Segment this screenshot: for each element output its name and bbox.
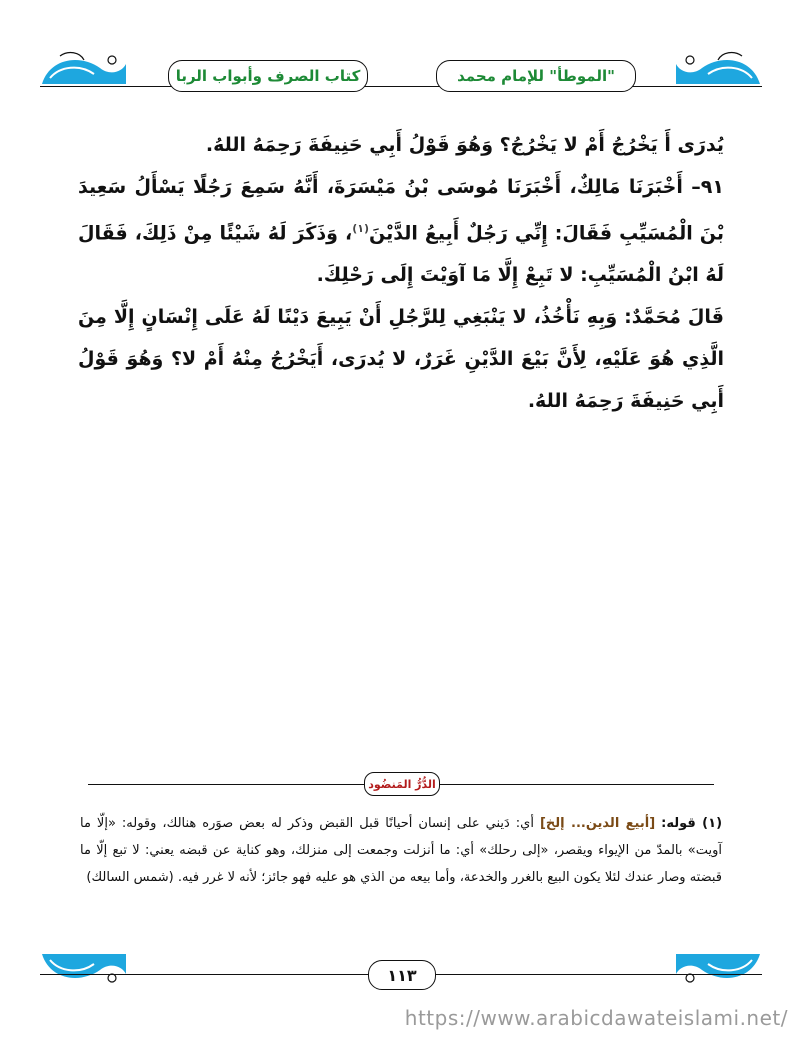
watermark-url[interactable]: https://www.arabicdawateislami.net/ — [404, 1006, 788, 1030]
book-title: "الموطأ" للإمام محمد — [436, 60, 636, 92]
corner-ornament-bottom-left — [40, 950, 128, 990]
paragraph-muhammad: قَالَ مُحَمَّدٌ: وَبِهِ نَأْخُذُ، لا يَنْبَغِي لِلرَّجُلِ أَنْ يَبِيعَ دَيْنًا لَهُ عَلَى إِنْسَانٍ إِلَّا مِنَ الَّذِي هُوَ عَلَيْهِ، لِأَنَّ بَيْعَ الدَّيْنِ غَرَرٌ، لا يُدرَى، أَيَخْرُجُ مِنْهُ أَمْ لا؟ وَهُوَ قَوْلُ أَبِي حَنِيفَةَ رَحِمَهُ اللهُ. — [78, 306, 724, 413]
footnote-marker: (١) قوله: — [661, 816, 723, 831]
paragraph-hadith-91: ٩١– أَخْبَرَنَا مَالِكٌ، أَخْبَرَنَا مُوسَى بْنُ مَيْسَرَةَ، أَنَّهُ سَمِعَ رَجُلًا يَسْأَلُ سَعِيدَ بْنَ الْمُسَيِّبِ فَقَالَ: إِنِّي رَجُلٌ أَبِيعُ الدَّيْنَ$^{(١)}$، وَذَكَرَ لَهُ شَيْئًا مِنْ ذَلِكَ، فَقَالَ لَهُ ابْنُ الْمُسَيِّبِ: لا تَبِعْ إِلَّا مَا آوَيْتَ إِلَى رَحْلِكَ. — [78, 176, 724, 287]
main-text — [78, 124, 724, 422]
footnote-ref[interactable]: (١) — [352, 222, 369, 235]
footnote-text: أي: دَيني على إنسان أحيانًا قبل القبض وذكر له بعض صوَره هنالك، وقوله: «إلّا ما آويت» بالمدّ من الإيواء ويقصر، «إلى رحلك» أي: ما أنزلت وجمعت إلى منزلك، وهو كناية عن قبضه يعني: لا تبع إلّا ما قبضته وصار عندك لئلا يكون البيع بالغرر والخدعة، وأما بيعه من الذي هو عليه فهو جائز؛ لأنه لا غرر فيه. (شمس السالك) — [80, 816, 722, 885]
footnote — [80, 810, 722, 891]
footnote-quote: [أبيع الدين... إلخ] — [539, 816, 656, 831]
header-rule — [40, 86, 762, 87]
chapter-title: كتاب الصرف وأبواب الربا — [168, 60, 368, 92]
page-number: ١١٣ — [368, 960, 436, 990]
corner-ornament-bottom-right — [674, 950, 762, 990]
footnote-badge: الدُّرُّ المَنضُود — [364, 772, 440, 796]
corner-ornament-top-right — [674, 48, 762, 88]
paragraph-1: يُدرَى أَ يَخْرُجُ أَمْ لا يَخْرُجُ؟ وَهُوَ قَوْلُ أَبِي حَنِيفَةَ رَحِمَهُ اللهُ. — [205, 134, 724, 156]
corner-ornament-top-left — [40, 48, 128, 88]
